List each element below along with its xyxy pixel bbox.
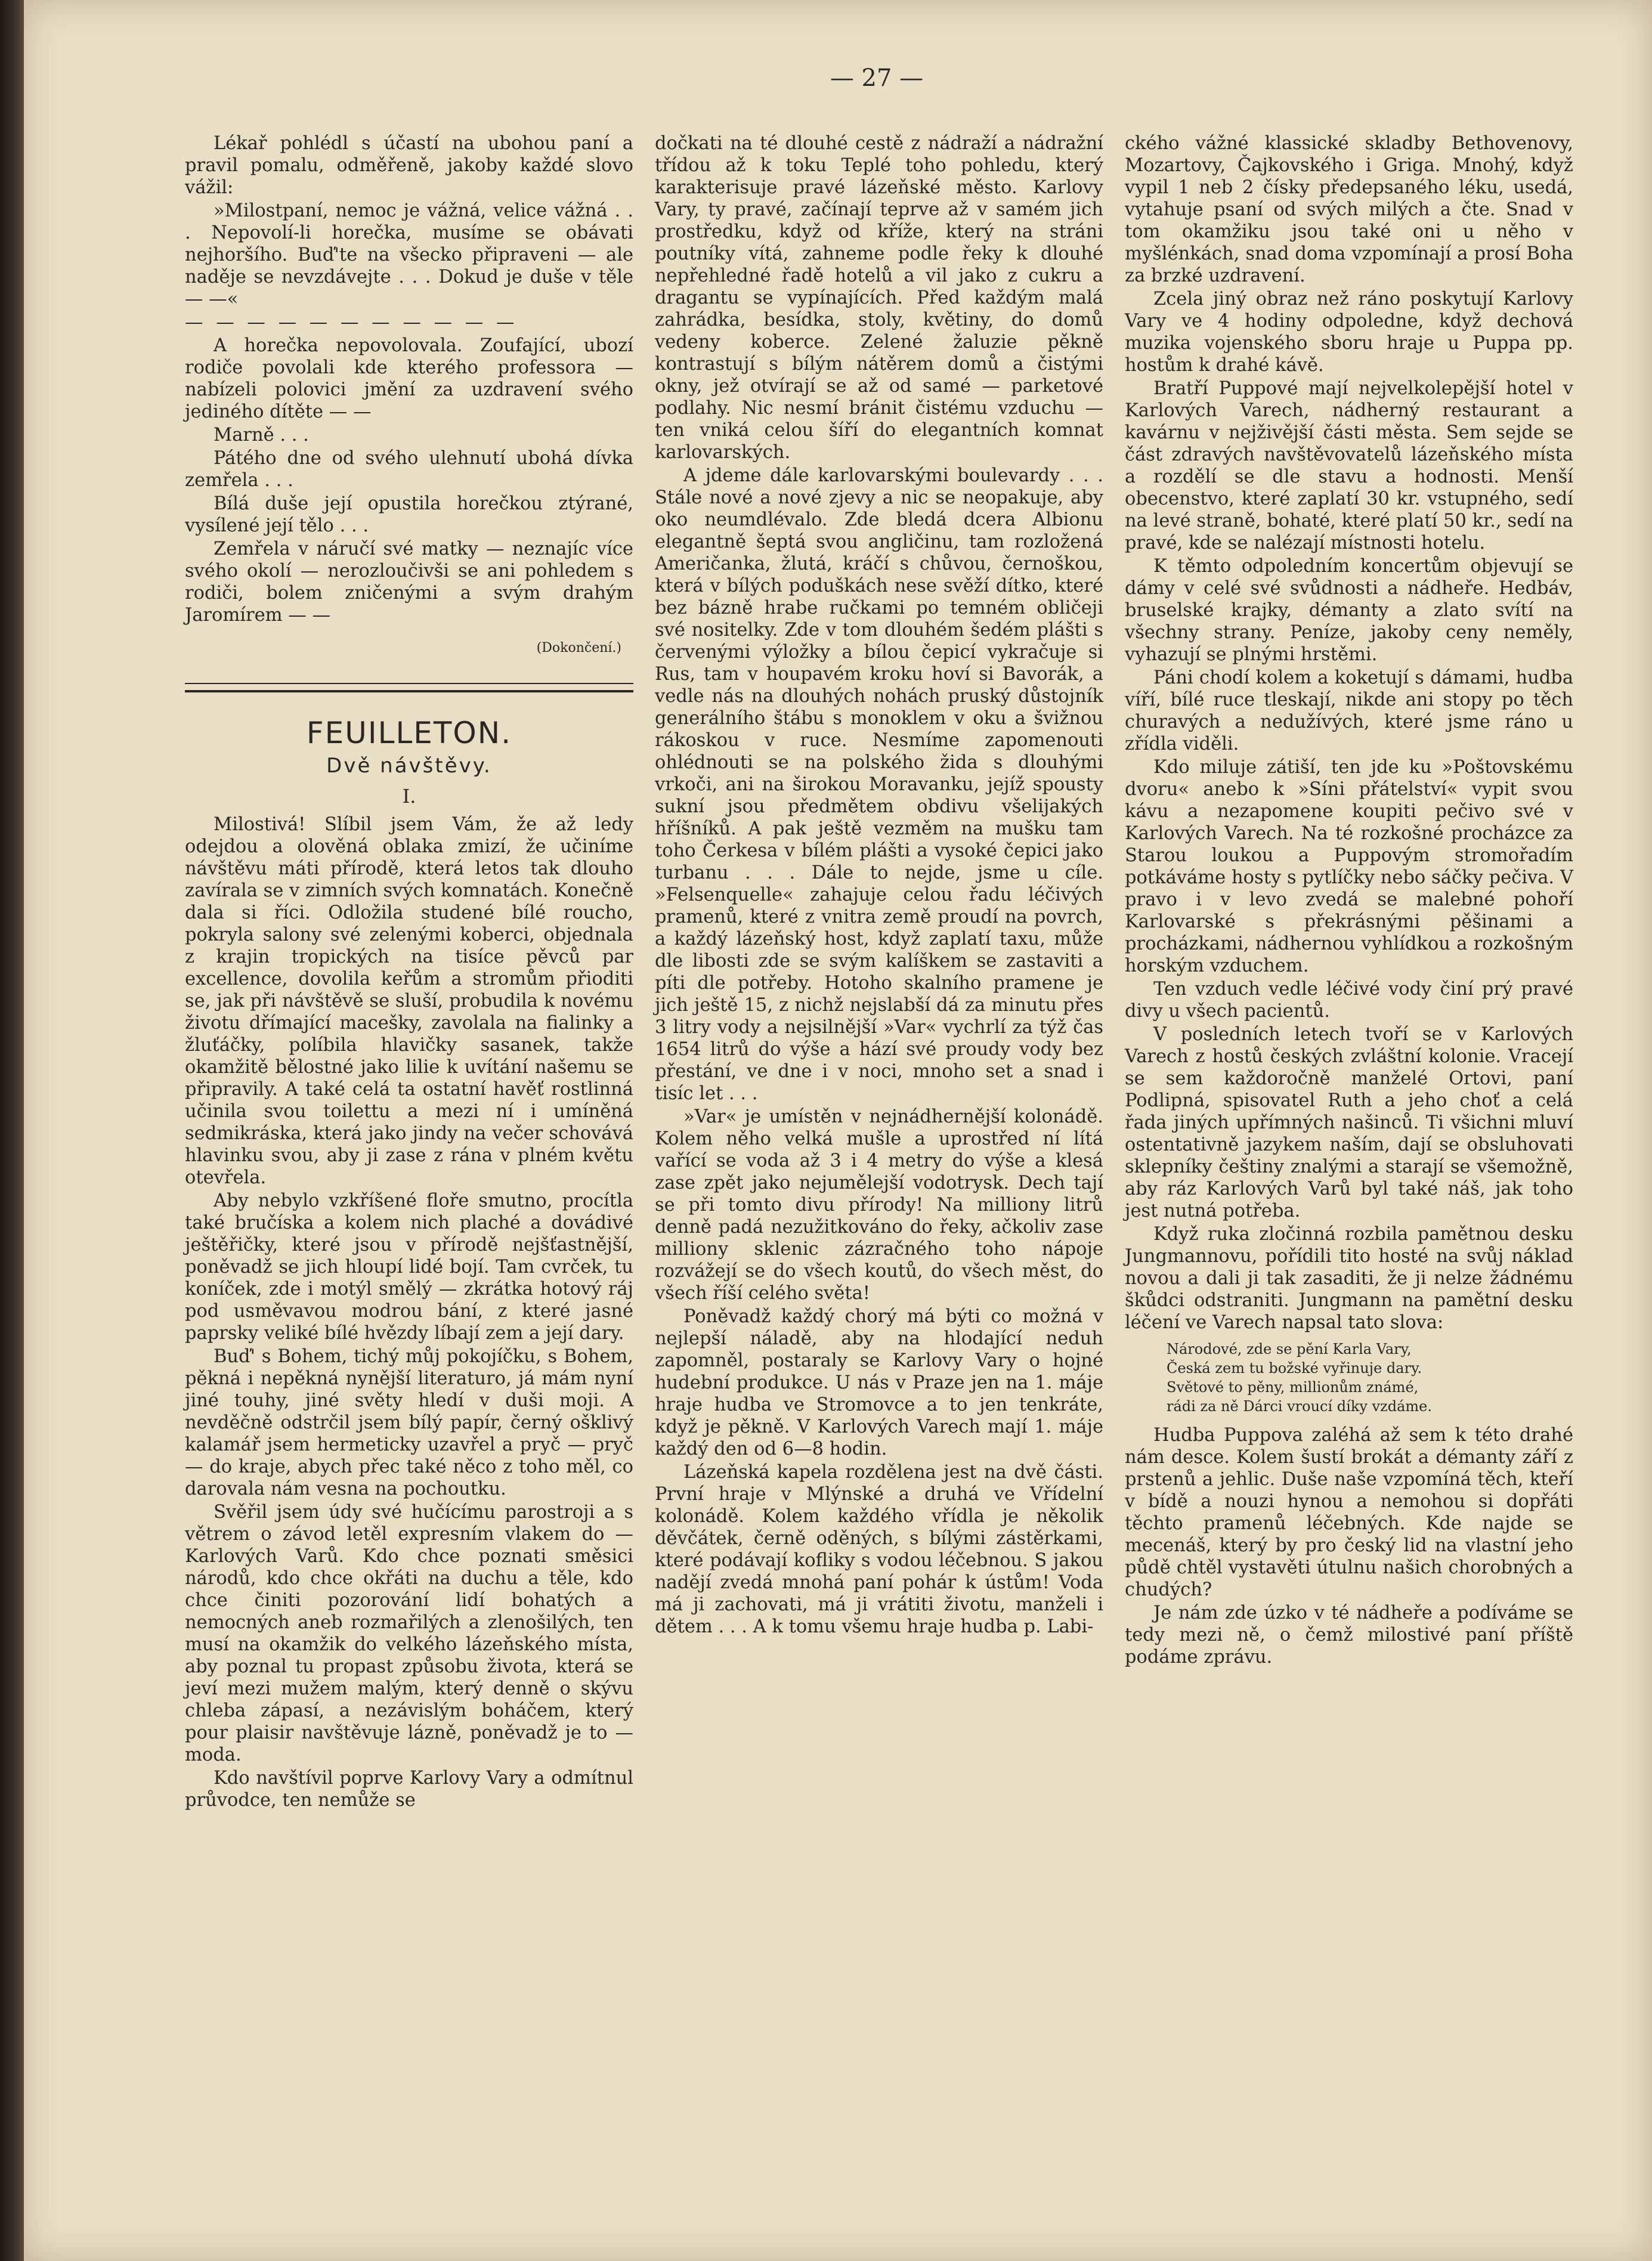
- section-divider: [185, 683, 633, 692]
- paragraph: Bratří Puppové mají nejvelkolepější hotel v Karlových Varech, nádherný restaurant a kavárnu v nejživější části města. Sem sejde se část zdravých navštěvovatelů lázeňského místa a rozdělí se dle stavu a hodnosti. Menší obecenstvo, které zaplatí 30 kr. vstupného, sedí na levé straně, bohaté, které platí 50 kr., sedí na pravé, kde se nalézají místnosti hotelu.: [1125, 378, 1573, 553]
- paragraph: Páni chodí kolem a koketují s dámami, hudba víří, bílé ruce tleskají, nikde ani stopy po těch churavých a nedužívých, které jsme ráno u zřídla viděli.: [1125, 667, 1573, 754]
- inscription-poem: [1167, 1340, 1573, 1416]
- column-1: [185, 132, 633, 1812]
- section-number: I.: [402, 785, 416, 808]
- newspaper-page: [24, 0, 1652, 2261]
- paragraph: Pátého dne od svého ulehnutí ubohá dívka zemřela . . .: [185, 448, 633, 491]
- paragraph: K těmto odpoledním koncertům objevují se dámy v celé své svůdnosti a nádheře. Hedbáv, bruselské krajky, démanty a zlato svítí na všechny strany. Peníze, jakoby ceny neměly, vyhazují se plnými hrstěmi.: [1125, 556, 1573, 665]
- article-title: Dvě návštěvy.: [326, 754, 492, 778]
- paragraph: Svěřil jsem údy své hučícímu parostroji a s větrem o závod letěl expresním vlakem do — Karlových Varů. Kdo chce poznati směsici národů, kdo chce okřáti na duchu a těle, kdo chce činiti pozorování lidí bohatých a nemocných aneb rozmařilých a zlenošilých, ten musí na okamžik do velkého lázeňského místa, aby poznal tu propast způsobu života, která se jeví mezi mužem malým, který denně o skývu chleba zápasí, a nezávislým boháčem, který pour plaisir navštěvuje lázně, poněvadž je to — moda.: [185, 1502, 633, 1765]
- column-2: [655, 132, 1103, 1639]
- column-3: [1125, 132, 1573, 1669]
- paragraph: Marně . . .: [214, 425, 309, 446]
- poem-line: Česká zem tu božské vyřinuje dary.: [1167, 1360, 1422, 1377]
- paragraph: Kdo miluje zátiší, ten jde ku »Poštovskému dvoru« anebo k »Síni přátelství« vypit svou kávu a nezapomene koupiti pečivo své v Karlových Varech. Na té rozkošné procházce za Starou loukou a Puppovým stromořadím potkáváme hosty s pytlíčky nebo sáčky pečiva. V pravo i v levo zvedá se malebné pohoří Karlovarské s překrásnými pěšinami a procházkami, nádhernou vyhlídkou a rozkošným horským vzduchem.: [1125, 757, 1573, 976]
- paragraph: Milostivá! Slíbil jsem Vám, že až ledy odejdou a olověná oblaka zmizí, že učiníme návštěvu máti přírodě, která letos tak dlouho zavírala se v zimních svých komnatách. Konečně dala si říci. Odložila studené bílé roucho, pokryla salony své zelenými koberci, objednala z krajin tropických na tisíce pěvců par excellence, dovolila keřům a stromům přioditi se, jak při návštěvě se sluší, probudila k novému životu dřímající macešky, zavolala na fialinky a žluťáčky, políbila hlavičky sasanek, takže okamžitě bělostné jako lilie k uvítání našemu se připravily. A také celá ta ostatní havěť rostlinná učinila svou toilettu a mezi ní i umíněná sedmikráska, která jako jindy na večer schovává hlavinku svou, aby ji zase z rána v plném květu otevřela.: [185, 814, 634, 1188]
- paragraph: ckého vážné klassické skladby Bethovenovy, Mozartovy, Čajkovského i Griga. Mnohý, když vypil 1 neb 2 čísky předepsaného léku, usedá, vytahuje psaní od svých milých a čte. Snad v tom okamžiku jsou také oni u něho v myšlénkách, snad doma vzpomínají a prosí Boha za brzké uzdravení.: [1125, 133, 1573, 286]
- paragraph: Poněvadž každý chorý má býti co možná v nejlepší náladě, aby na hlodající neduh zapomněl, postaraly se Karlovy Vary o hojné hudební produkce. U nás v Praze jen na 1. máje hraje hudba ve Stromovce a to jen tenkráte, když je pěkně. V Karlových Varech mají 1. máje každý den od 6—8 hodin.: [655, 1306, 1103, 1459]
- paragraph: Hudba Puppova zaléhá až sem k této drahé nám desce. Kolem šustí brokát a démanty září z prstenů a jehlic. Duše naše vzpomíná těch, kteří v bídě a nouzi hynou a nemohou si dopřáti těchto pramenů léčebných. Kde najde se mecenáš, který by pro český lid na vlastní jeho půdě chtěl vystavěti útulnu našich chorobných a chudých?: [1125, 1425, 1573, 1600]
- paragraph: Ten vzduch vedle léčivé vody činí prý pravé divy u všech pacientů.: [1125, 979, 1573, 1022]
- paragraph: Lékař pohlédl s účastí na ubohou paní a pravil pomalu, odměřeně, jakoby každé slovo vážil:: [185, 133, 633, 198]
- paragraph: Je nám zde úzko v té nádheře a podíváme se tedy mezi ně, o čemž milostivé paní příště podáme zprávu.: [1125, 1603, 1573, 1668]
- book-binding: [0, 0, 24, 2261]
- page-number: — 27 —: [830, 64, 924, 92]
- continuation-note: (Dokončení.): [536, 641, 621, 655]
- paragraph: Lázeňská kapela rozdělena jest na dvě části. První hraje v Mlýnské a druhá ve Vřídelní kolonádě. Kolem každého vřídla je několik děvčátek, černě oděných, s bílými zástěrkami, které podávají kofliky s vodou léčebnou. S jakou nadějí zvedá mnohá paní pohár k ústům! Voda má ji zachovati, má ji vrátiti životu, manželi i dětem . . . A k tomu všemu hraje hudba p. Labi-: [655, 1462, 1103, 1637]
- poem-line: Světové to pěny, millionům známé,: [1167, 1379, 1419, 1396]
- paragraph: A horečka nepovolovala. Zoufající, ubozí rodiče povolali kde kterého professora — nabízeli polovici jmění za uzdravení svého jediného dítěte — —: [185, 335, 633, 422]
- section-title: FEUILLETON.: [306, 716, 512, 750]
- paragraph: V posledních letech tvoří se v Karlových Varech z hostů českých zvláštní kolonie. Vracejí se sem každoročně manželé Ortovi, paní Podlipná, spisovatel Ruth a jeho choť a celá řada jiných upřímných našinců. Ti všichni mluví ostentativně jazykem naším, dají se obsluhovati sklepníky češtiny znalými a starají se všemožně, aby ráz Karlových Varů byl také náš, jak toho jest nutná potřeba.: [1125, 1024, 1573, 1221]
- dash-separator: — — — — — — — — — — —: [185, 312, 518, 333]
- poem-line: rádi za ně Dárci vroucí díky vzdáme.: [1167, 1398, 1433, 1415]
- paragraph: A jdeme dále karlovarskými boulevardy . . . Stále nové a nové zjevy a nic se neopakuje, aby oko neumdlévalo. Zde bledá dcera Albionu elegantně šeptá svou angličinu, tam rozložená Američanka, žlutá, kráčí s chůvou, černoškou, která v bílých poduškách nese svěží dítko, které bez bázně hrabe ručkami po temném obličeji své nositelky. Zde v tom dlouhém šedém plášti s červenými výložky a bílou čepicí vykračuje si Rus, tam v houpavém kroku hoví si Bavorák, a vedle nás na dlouhých nohách pruský důstojník generálního štábu s monoklem v oku a švižnou rákoskou v ruce. Nesmíme zapomenouti ohlédnouti se na polského žida s dlouhými vrkoči, ani na širokou Moravanku, jejíž spousty sukní jsou předmětem obdivu všelijakých hříšníků. A pak ještě vezměm na mušku tam toho Čerkesa v bílém plášti a vysoké čepici jako turbanu . . . Dále to nejde, jsme u cíle. »Felsenquelle« zahajuje celou řadu léčivých pramenů, které z vnitra země proudí na povrch, a každý lázeňský host, když zaplatí taxu, může dle libosti zde se svým kalíškem se zastaviti a píti dle potřeby. Hotoho skalního pramene je jich ještě 15, z nichž nejslabší dá za minutu přes 3 litry vody a nejsilnější »Var« vychrlí za týž čas 1654 litrů do výše a hází své proudy vody bez přestání, ve dne i v noci, mnoho set a snad i tisíc let . . .: [655, 465, 1103, 1104]
- paragraph: »Milostpaní, nemoc je vážná, velice vážná . . . Nepovolí-li horečka, musíme se obávati nejhoršího. Buď'te na všecko připraveni — ale naděje se nevzdávejte . . . Dokud je duše v těle — —«: [185, 200, 633, 310]
- paragraph: Zcela jiný obraz než ráno poskytují Karlovy Vary ve 4 hodiny odpoledne, když dechová muzika vojenského sboru hraje u Puppa pp. hostům k drahé kávě.: [1125, 289, 1573, 376]
- paragraph: Kdo navštívil poprve Karlovy Vary a odmítnul průvodce, ten nemůže se: [185, 1768, 633, 1811]
- paragraph: Bílá duše její opustila horečkou ztýrané, vysílené její tělo . . .: [185, 493, 633, 536]
- paragraph: Zemřela v náručí své matky — neznajíc více svého okolí — nerozloučivši se ani pohledem s rodiči, bolem zničenými a svým drahým Jaromírem — —: [185, 539, 633, 626]
- poem-line: Národové, zde se pění Karla Vary,: [1167, 1341, 1412, 1357]
- paragraph: Buď' s Bohem, tichý můj pokojíčku, s Bohem, pěkná i nepěkná nynější literaturo, já mám nyní jiné touhy, jiné světy hledí v duši moji. A nevděčně odstrčil jsem bílý papír, černý ošklivý kalamář jsem hermeticky uzavřel a pryč — pryč — do kraje, abych přec také něco z toho měl, co darovala nám vesna na pochoutku.: [185, 1346, 633, 1499]
- paragraph: Aby nebylo vzkříšené floře smutno, procítla také bručíska a kolem nich plaché a dovádivé ještěřičky, které jsou v přírodě nejšťastnější, poněvadž se jich hloupí lidé bojí. Tam cvrček, tu koníček, zde i motýl smělý — zkrátka hotový ráj pod usměvavou modrou bání, z které jasné paprsky veliké bílé hvězdy líbají zem a její dary.: [185, 1190, 633, 1344]
- paragraph: »Var« je umístěn v nejnádhernější kolonádě. Kolem něho velká mušle a uprostřed ní lítá vařící se voda až 3 i 4 metry do výše a klesá zase zpět jako nejumělejší vodotrysk. Dech tají se při tomto divu přírody! Na milliony litrů denně padá nezužitkováno do řeky, ačkoliv zase milliony sklenic zázračného toho nápoje rozvážejí se do všech koutů, do všech měst, do všech říší celého světa!: [655, 1106, 1103, 1304]
- paragraph: dočkati na té dlouhé cestě z nádraží a nádražní třídou až k toku Teplé toho pohledu, který karakterisuje pravé lázeňské město. Karlovy Vary, ty pravé, začínají teprve až v samém jich prostředku, když od kříže, který na stráni poutníky vítá, zahneme podle řeky k dlouhé nepřehledné řadě hotelů a vil jako z cukru a dragantu se vypínajících. Před každým malá zahrádka, besídka, stoly, květiny, do domů vedeny koberce. Zelené žaluzie pěkně kontrastují s bílým nátěrem domů a čistými okny, jež otvírají se až od samé — parketové podlahy. Nic nesmí bránit čistému vzduchu — ten vniká celou šíří do elegantních komnat karlovarských.: [655, 133, 1103, 463]
- paragraph: Když ruka zločinná rozbila pamětnou desku Jungmannovu, pořídili tito hosté na svůj náklad novou a dali ji tak zasaditi, že ji nelze žádnému škůdci odstraniti. Jungmann na pamětní desku léčení ve Varech napsal tato slova:: [1125, 1224, 1573, 1333]
